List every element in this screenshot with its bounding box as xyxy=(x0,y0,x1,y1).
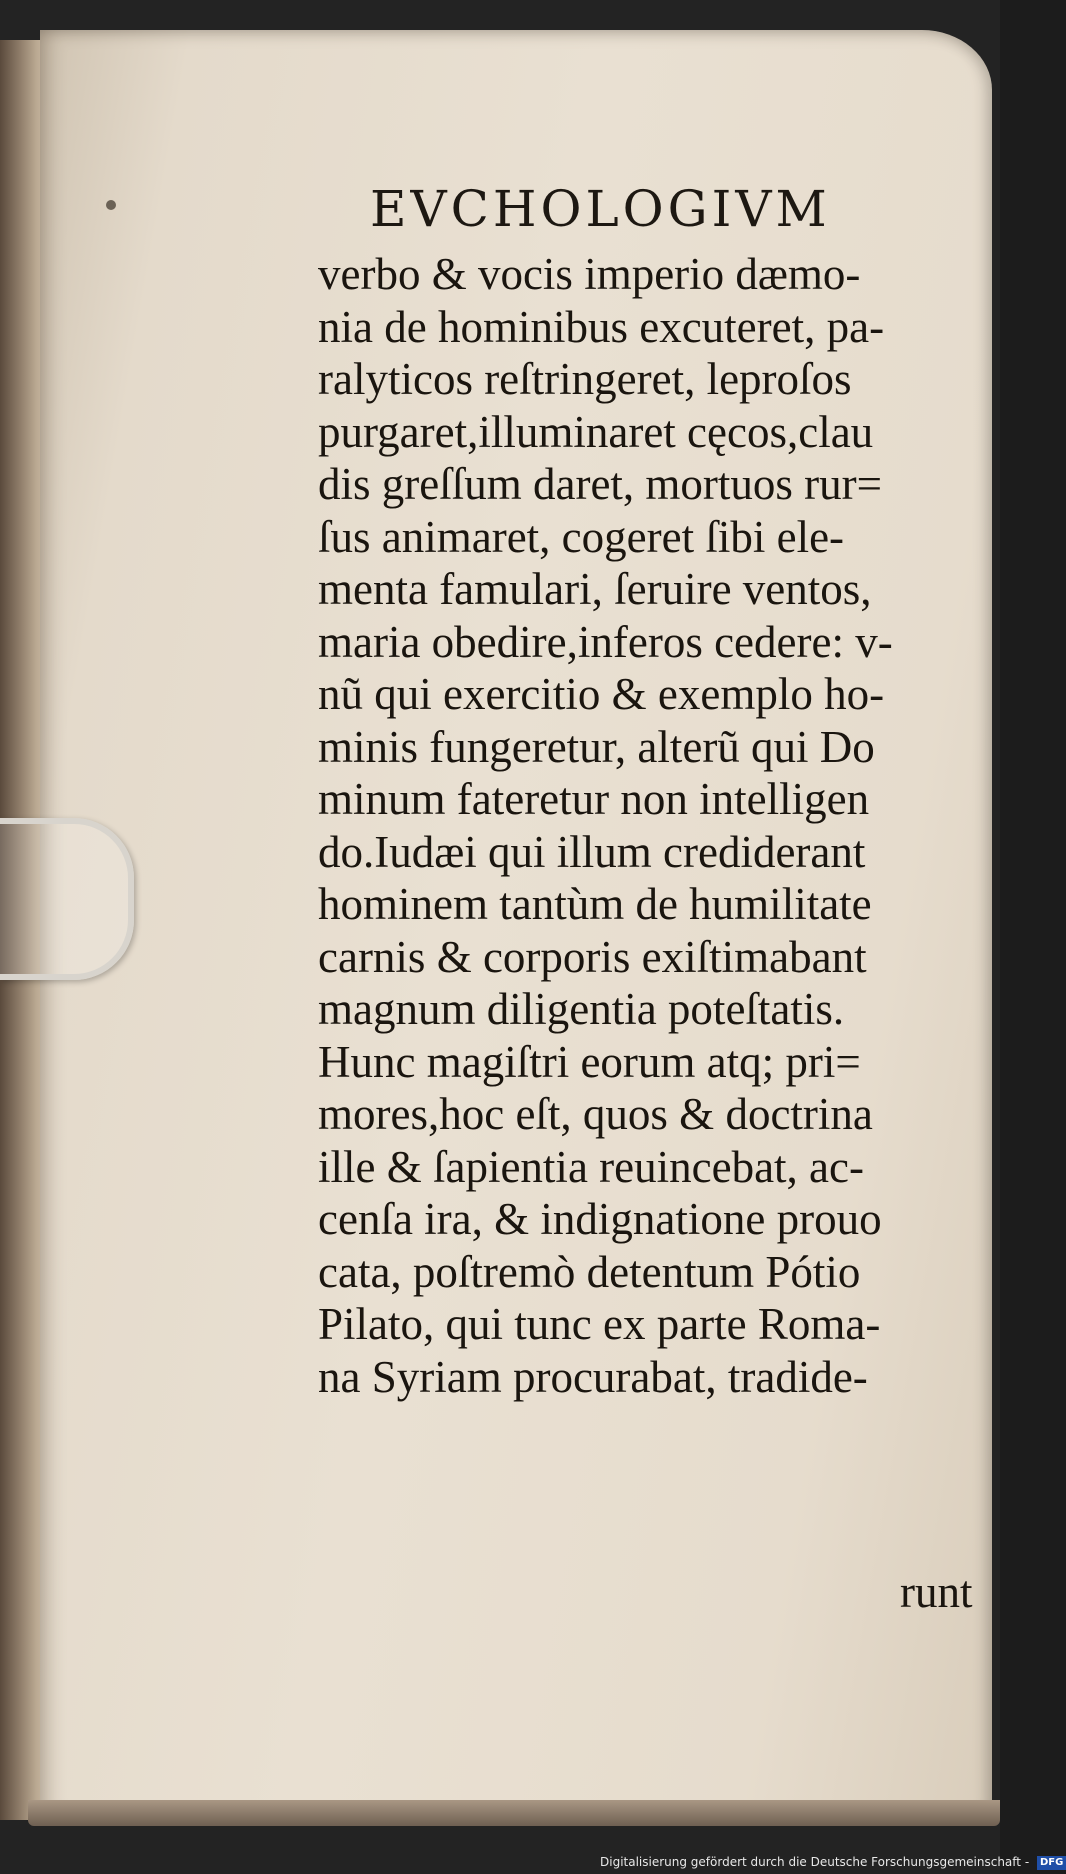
text-line: ille & ſapientia reuincebat, ac- xyxy=(318,1141,864,1192)
text-line: minum fateretur non intelligen xyxy=(318,774,870,824)
text-line: nia de hominibus excuteret, pa- xyxy=(318,301,885,352)
catchword: runt xyxy=(900,1567,973,1617)
text-line: verbo & vocis imperio dæmo- xyxy=(318,249,861,299)
footer-text: Digitalisierung gefördert durch die Deutsche Forschungsgemeinschaft - xyxy=(600,1855,1030,1869)
text-line: Hunc magiſtri eorum atq; pri= xyxy=(318,1036,861,1087)
text-line: ralyticos reſtringeret, leproſos xyxy=(318,354,852,404)
text-line: cenſa ira, & indignatione prouo xyxy=(318,1194,882,1244)
text-line: cata, poſtremò detentum Pótio xyxy=(318,1246,861,1297)
text-line: dis greſſum daret, mortuos rur= xyxy=(318,459,883,509)
text-line: Pilato, qui tunc ex parte Roma- xyxy=(318,1299,881,1349)
text-block xyxy=(318,248,968,1403)
text-line: minis fungeretur, alterũ qui Do xyxy=(318,721,875,772)
text-line: na Syriam procurabat, tradide- xyxy=(318,1351,868,1402)
text-line: maria obedire,inferos cedere: v- xyxy=(318,616,893,667)
text-line: menta famulari, ſeruire ventos, xyxy=(318,564,872,614)
text-line: purgaret,illuminaret cęcos,clau xyxy=(318,406,874,457)
text-line: carnis & corporis exiſtimabant xyxy=(318,931,867,982)
text-line: mores,hoc eſt, quos & doctrina xyxy=(318,1089,873,1139)
text-line: nũ qui exercitio & exemplo ho- xyxy=(318,669,885,719)
text-line: do.Iudæi qui illum crediderant xyxy=(318,826,866,877)
running-head: EVCHOLOGIVM xyxy=(370,180,831,238)
digitization-footer xyxy=(600,1852,1064,1872)
text-line: hominem tantùm de humilitate xyxy=(318,879,872,929)
page-clip xyxy=(0,818,134,980)
text-line: magnum diligentia poteſtatis. xyxy=(318,984,845,1034)
paper-spot xyxy=(106,200,116,210)
text-line: ſus animaret, cogeret ſibi ele- xyxy=(318,511,845,562)
dfg-logo: DFG xyxy=(1037,1856,1066,1870)
page-bottom-edge xyxy=(28,1800,1000,1826)
